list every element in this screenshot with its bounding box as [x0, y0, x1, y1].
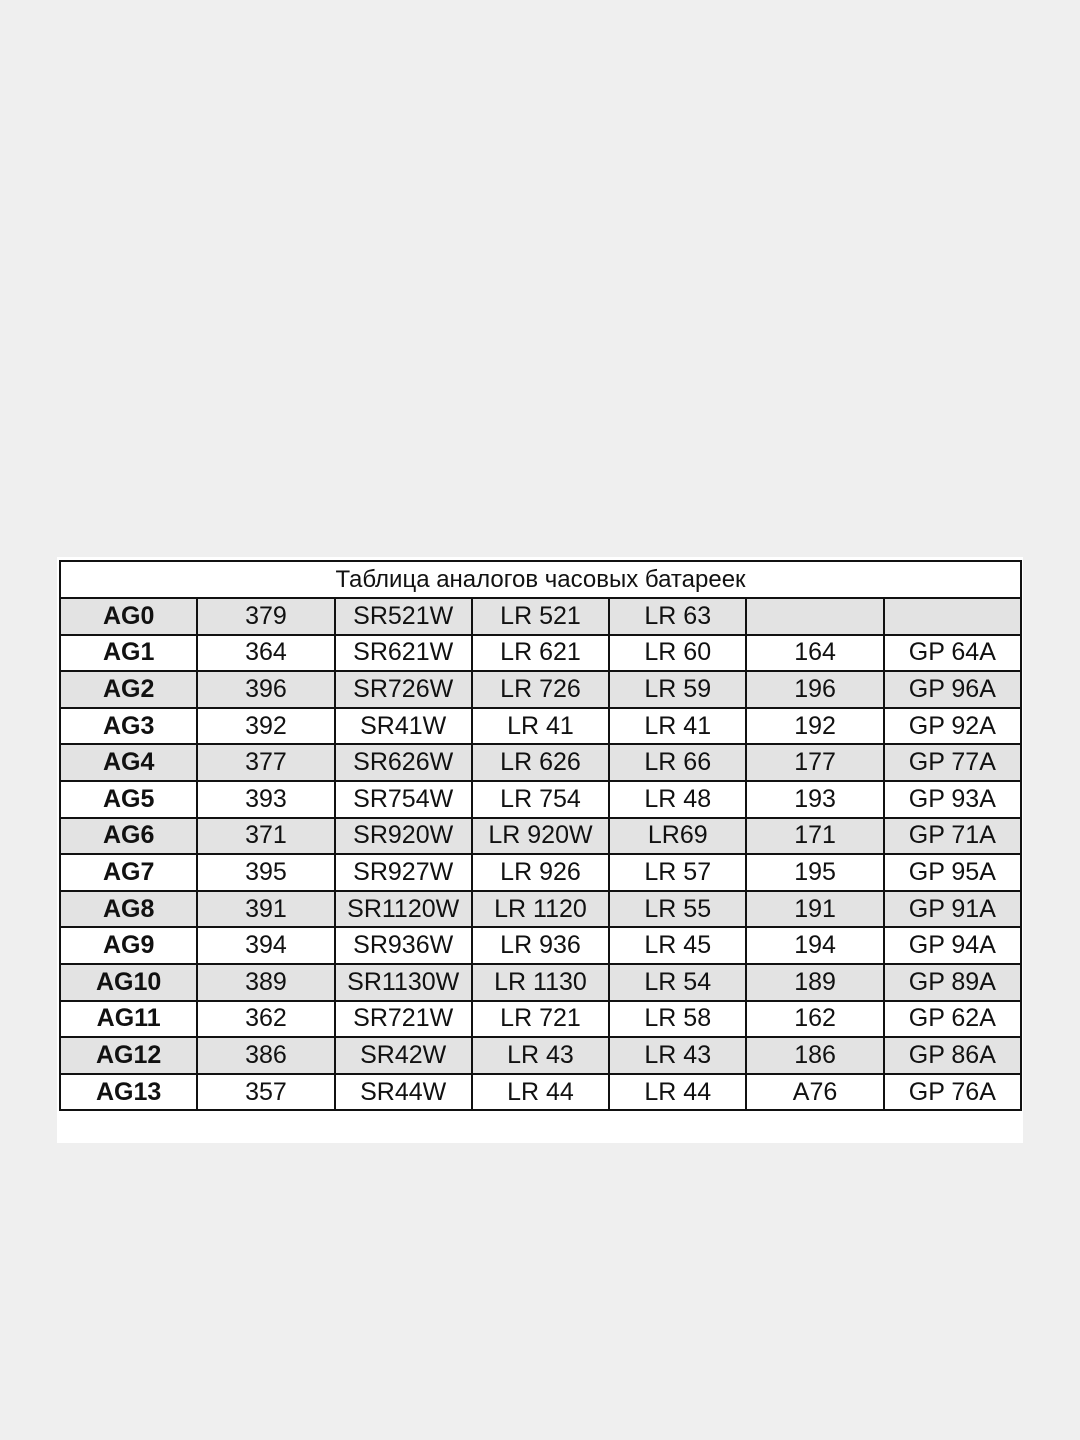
analog-cell: LR 54 [609, 964, 746, 1001]
analog-cell: LR 754 [472, 781, 609, 818]
ag-code-cell: AG12 [60, 1037, 197, 1074]
analog-cell: LR 1130 [472, 964, 609, 1001]
table-title: Таблица аналогов часовых батареек [60, 561, 1021, 598]
ag-code-cell: AG11 [60, 1001, 197, 1038]
table-row [60, 635, 1021, 672]
analog-cell: 364 [197, 635, 334, 672]
battery-analog-table [59, 560, 1022, 1111]
ag-code-cell: AG9 [60, 927, 197, 964]
analog-cell: 186 [746, 1037, 883, 1074]
analog-cell: 371 [197, 818, 334, 855]
analog-cell: LR 926 [472, 854, 609, 891]
analog-cell: 391 [197, 891, 334, 928]
table-row [60, 598, 1021, 635]
ag-code-cell: AG3 [60, 708, 197, 745]
table-title-row [60, 561, 1021, 598]
analog-cell: 177 [746, 744, 883, 781]
analog-cell: 362 [197, 1001, 334, 1038]
ag-code-cell: AG10 [60, 964, 197, 1001]
analog-cell: 379 [197, 598, 334, 635]
analog-cell: LR 726 [472, 671, 609, 708]
analog-cell: SR1120W [335, 891, 472, 928]
ag-code-cell: AG13 [60, 1074, 197, 1111]
analog-cell: LR 621 [472, 635, 609, 672]
ag-code-cell: AG1 [60, 635, 197, 672]
analog-cell: SR754W [335, 781, 472, 818]
analog-cell: GP 89A [884, 964, 1021, 1001]
analog-cell: 171 [746, 818, 883, 855]
analog-cell: 394 [197, 927, 334, 964]
analog-cell: 193 [746, 781, 883, 818]
analog-cell: LR 43 [609, 1037, 746, 1074]
analog-cell: LR 626 [472, 744, 609, 781]
analog-cell: GP 64A [884, 635, 1021, 672]
analog-cell [884, 598, 1021, 635]
analog-cell: LR 721 [472, 1001, 609, 1038]
table-row [60, 927, 1021, 964]
analog-cell: LR 66 [609, 744, 746, 781]
table-body [60, 598, 1021, 1110]
analog-cell: LR 521 [472, 598, 609, 635]
analog-cell: LR 920W [472, 818, 609, 855]
table-row [60, 964, 1021, 1001]
analog-cell: 396 [197, 671, 334, 708]
analog-cell: LR 44 [609, 1074, 746, 1111]
analog-cell: LR 60 [609, 635, 746, 672]
analog-cell: GP 71A [884, 818, 1021, 855]
analog-cell: 357 [197, 1074, 334, 1111]
table-row [60, 781, 1021, 818]
analog-cell: GP 91A [884, 891, 1021, 928]
analog-cell: GP 76A [884, 1074, 1021, 1111]
analog-cell: 189 [746, 964, 883, 1001]
analog-cell: GP 96A [884, 671, 1021, 708]
analog-cell: SR726W [335, 671, 472, 708]
analog-cell: SR626W [335, 744, 472, 781]
analog-cell: SR621W [335, 635, 472, 672]
table-row [60, 854, 1021, 891]
analog-cell: 393 [197, 781, 334, 818]
analog-cell: 377 [197, 744, 334, 781]
analog-cell: 195 [746, 854, 883, 891]
analog-cell: A76 [746, 1074, 883, 1111]
analog-cell: LR 48 [609, 781, 746, 818]
table-row [60, 891, 1021, 928]
table-row [60, 818, 1021, 855]
table-row [60, 744, 1021, 781]
analog-cell: SR927W [335, 854, 472, 891]
analog-cell: SR721W [335, 1001, 472, 1038]
ag-code-cell: AG7 [60, 854, 197, 891]
table-row [60, 708, 1021, 745]
analog-cell: 386 [197, 1037, 334, 1074]
analog-cell: LR 43 [472, 1037, 609, 1074]
analog-cell: SR41W [335, 708, 472, 745]
analog-cell: 194 [746, 927, 883, 964]
analog-cell: GP 94A [884, 927, 1021, 964]
analog-cell: LR 45 [609, 927, 746, 964]
analog-cell: SR521W [335, 598, 472, 635]
ag-code-cell: AG2 [60, 671, 197, 708]
analog-cell: LR 58 [609, 1001, 746, 1038]
analog-cell: 191 [746, 891, 883, 928]
ag-code-cell: AG8 [60, 891, 197, 928]
analog-cell [746, 598, 883, 635]
analog-cell: LR 44 [472, 1074, 609, 1111]
table-row [60, 1001, 1021, 1038]
table-row [60, 671, 1021, 708]
ag-code-cell: AG4 [60, 744, 197, 781]
analog-cell: LR 41 [472, 708, 609, 745]
analog-cell: SR1130W [335, 964, 472, 1001]
analog-cell: 164 [746, 635, 883, 672]
analog-cell: GP 92A [884, 708, 1021, 745]
analog-cell: GP 86A [884, 1037, 1021, 1074]
analog-cell: LR 55 [609, 891, 746, 928]
analog-cell: LR 1120 [472, 891, 609, 928]
analog-cell: 162 [746, 1001, 883, 1038]
analog-cell: GP 77A [884, 744, 1021, 781]
analog-cell: GP 95A [884, 854, 1021, 891]
ag-code-cell: AG6 [60, 818, 197, 855]
analog-cell: LR69 [609, 818, 746, 855]
analog-cell: LR 57 [609, 854, 746, 891]
analog-cell: SR42W [335, 1037, 472, 1074]
analog-cell: 192 [746, 708, 883, 745]
analog-cell: 389 [197, 964, 334, 1001]
analog-cell: 392 [197, 708, 334, 745]
analog-cell: SR936W [335, 927, 472, 964]
table-row [60, 1074, 1021, 1111]
analog-cell: 196 [746, 671, 883, 708]
ag-code-cell: AG0 [60, 598, 197, 635]
analog-cell: SR920W [335, 818, 472, 855]
analog-cell: LR 936 [472, 927, 609, 964]
analog-cell: SR44W [335, 1074, 472, 1111]
analog-cell: LR 59 [609, 671, 746, 708]
analog-cell: 395 [197, 854, 334, 891]
analog-cell: GP 62A [884, 1001, 1021, 1038]
ag-code-cell: AG5 [60, 781, 197, 818]
analog-cell: GP 93A [884, 781, 1021, 818]
table-row [60, 1037, 1021, 1074]
analog-cell: LR 41 [609, 708, 746, 745]
analog-cell: LR 63 [609, 598, 746, 635]
